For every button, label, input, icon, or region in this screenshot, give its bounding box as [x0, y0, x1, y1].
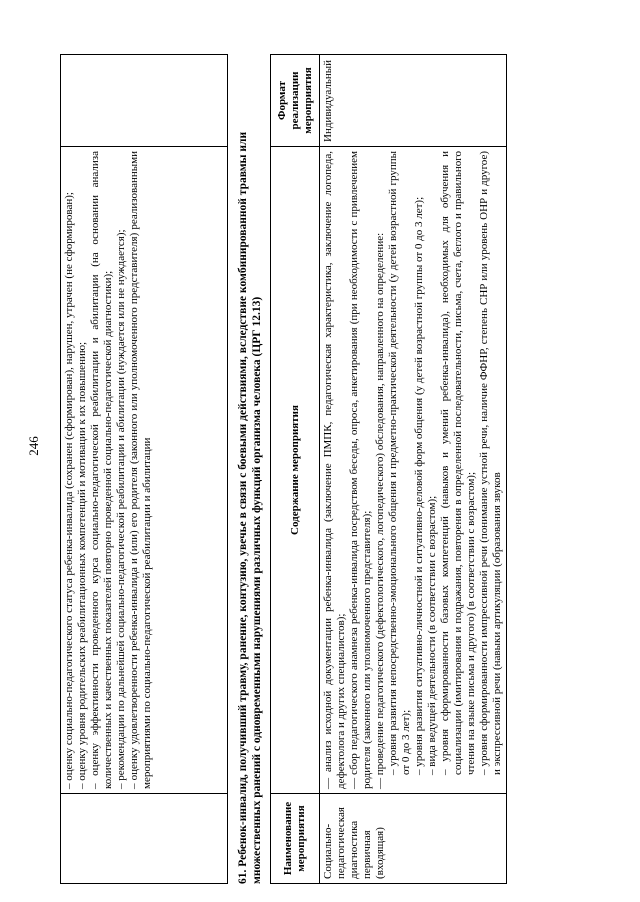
empty-format-cell — [61, 55, 228, 147]
document-content — [60, 24, 620, 884]
measure-format-cell: Индивидуальный — [320, 55, 507, 147]
list-item: – уровня развития непосредственно-эмоционального общения и предметно-практической деятельности (у детей возрастной группы от 0 до 3 лет); — [387, 151, 412, 775]
list-item: – уровня сформированности базовых компетенций (навыков и умений ребенка-инвалида), необходимых для обучения и социализации (имитирования и подражания, повторения в определенной последовательности, письма, счета, беглого и правильного чтения на языке письма и другого) (в соответствии с возрастом); — [439, 151, 477, 775]
list-item: — анализ исходной документации ребенка-инвалида (заключение ПМПК, педагогическая характеристика, заключение логопеда, дефектолога и других специалистов); — [322, 151, 347, 789]
list-item: – оценку социально-педагогического статуса ребенка-инвалида (сохранен (сформирован), нарушен, утрачен (не сформирован); — [63, 192, 75, 789]
empty-name-cell — [61, 794, 228, 884]
list-item: — проведение педагогического (дефектологического, логопедического) обследования, направленного на определение: — [374, 232, 386, 789]
section-heading: 61. Ребенок-инвалид, получивший травму, ранение, контузию, увечье в связи с боевыми действиями, вследствие комбинированной травмы или множественных ранений с одновременными нарушениями различных функций организма человека (ЦРГ 12.13) — [237, 131, 263, 884]
list-item: – оценку эффективности проведенного курса социально-педагогической реабилитации и абилитации (на основании анализа количественных и качественных показателей повторно проведенной социально-педагогической диагностики); — [89, 151, 114, 789]
list-item: – вида ведущей деятельности (в соответствии с возрастом); — [426, 495, 438, 775]
measure-content-cell — [320, 147, 507, 794]
header-content: Содержание мероприятия — [271, 147, 320, 794]
list-item: — сбор педагогического анамнеза ребенка-инвалида посредством беседы, опроса, анкетирования (при необходимости с привлечением родителя (законного или уполномоченного представителя); — [348, 151, 373, 789]
header-format: Формат реализации мероприятия — [271, 55, 320, 147]
list-item: – рекомендации по дальнейшей социально-педагогической реабилитации и абилитации (нуждается или не нуждается); — [115, 229, 127, 789]
content-cell — [61, 147, 228, 794]
list-item: – уровня развития ситуативно-личностной и ситуативно-деловой форм общения (у детей возрастной группы от 0 до 3 лет); — [413, 196, 425, 775]
list-item: – оценку удовлетворенности ребенка-инвалида и (или) его родителя (законного или уполномоченного представителя) реализованными мероприятиями по социально-педагогической реабилитации и абилитации — [128, 151, 153, 789]
measure-name-cell: Социально-педагогическая диагностика первичная (входящая) — [320, 794, 507, 884]
list-item: – уровня сформированности импрессивной речи (понимание устной речи, наличие ФФНР, степень СНР или уровень ОНР и другое) и экспрессивной речи (навыки артикуляции (образования звуков — [478, 151, 503, 775]
table-row — [320, 55, 507, 884]
list-item: – оценку уровня родительских реабилитационных компетенций и мотивации к их повышению; — [76, 341, 88, 789]
measures-table — [270, 54, 507, 884]
table-header-row — [271, 55, 320, 884]
continued-table — [60, 54, 228, 884]
rotated-document-sheet — [60, 14, 640, 894]
page-number: 246 — [26, 436, 41, 456]
header-name: Наименование мероприятия — [271, 794, 320, 884]
table-row — [61, 55, 228, 884]
